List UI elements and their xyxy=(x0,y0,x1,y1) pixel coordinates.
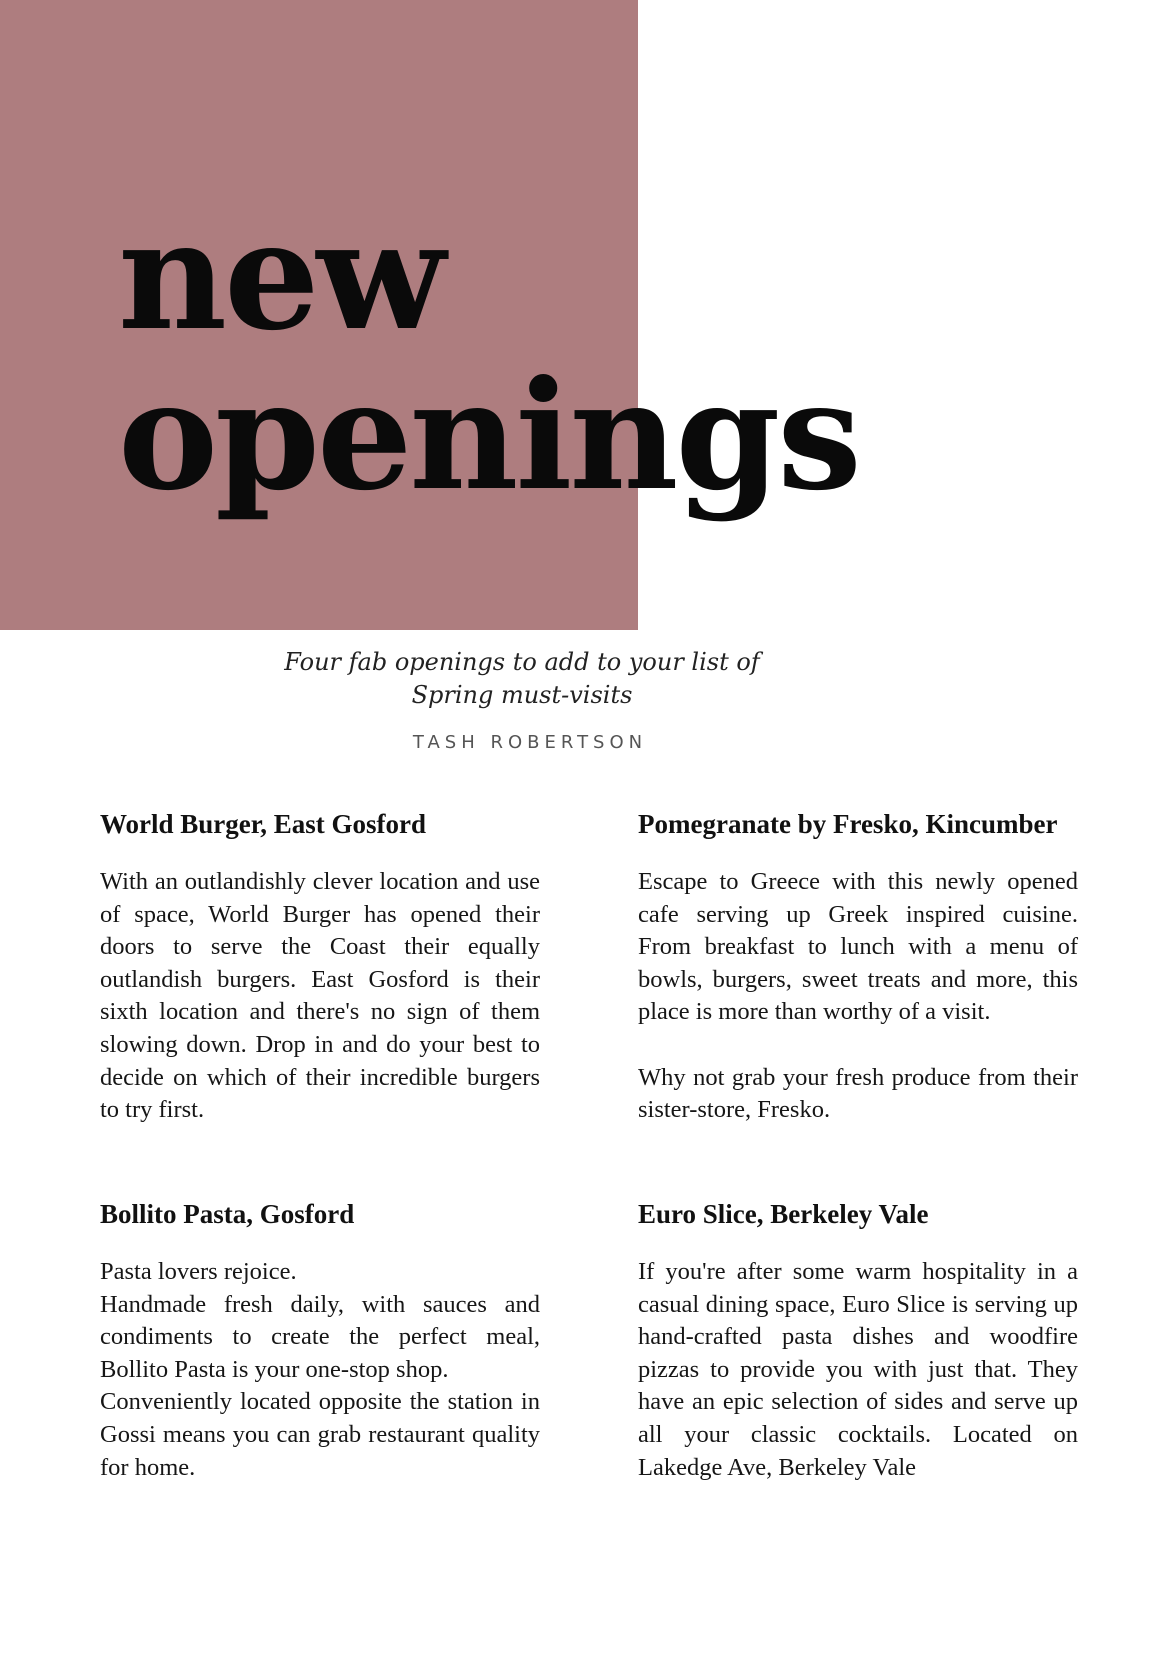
article-paragraph: If you're after some warm hospitality in a casual dining space, Euro Slice is serving up hand-crafted pasta dishes and woodfire pizzas to provide you with just that. They have an epic selection of sides and serve up all your classic cocktails. Located on Lakedge Ave, Berkeley Vale xyxy=(638,1258,1078,1481)
article-world-burger xyxy=(100,808,540,1127)
article-heading: Euro Slice, Berkeley Vale xyxy=(638,1199,929,1229)
title-line-2: openings xyxy=(118,348,859,524)
article-heading: Pomegranate by Fresko, Kincumber xyxy=(638,809,1058,839)
article-paragraph: Why not grab your fresh produce from their sister-store, Fresko. xyxy=(638,1063,1078,1124)
article-heading: Bollito Pasta, Gosford xyxy=(100,1199,355,1229)
title-line-1: new xyxy=(118,188,443,364)
article-paragraph: With an outlandishly clever location and use of space, World Burger has opened their doors to serve the Coast their equally outlandish burgers. East Gosford is their sixth location and there's no sign of them slowing down. Drop in and do your best to decide on which of their incredible burgers to try first. xyxy=(100,868,540,1124)
article-paragraph: Pasta lovers rejoice. xyxy=(100,1258,297,1285)
article-bollito-pasta xyxy=(100,1198,540,1484)
article-body xyxy=(638,1256,1078,1484)
article-paragraph: Handmade fresh daily, with sauces and condiments to create the perfect meal, Bollito Pasta is your one-stop shop. xyxy=(100,1290,540,1383)
author-byline: TASH ROBERTSON xyxy=(412,732,648,753)
article-paragraph: Escape to Greece with this newly opened cafe serving up Greek inspired cuisine. From breakfast to lunch with a menu of bowls, burgers, sweet treats and more, this place is more than worthy of a visit. xyxy=(638,868,1078,1026)
page-title xyxy=(118,188,859,524)
subtitle: Four fab openings to add to your list of Spring must-visits xyxy=(284,648,760,709)
article-body xyxy=(100,866,540,1127)
article-heading: World Burger, East Gosford xyxy=(100,809,427,839)
article-body xyxy=(100,1256,540,1484)
article-paragraph: Conveniently located opposite the station in Gossi means you can grab restaurant quality for home. xyxy=(100,1388,540,1481)
article-pomegranate xyxy=(638,808,1078,1127)
article-body xyxy=(638,866,1078,1127)
article-euro-slice xyxy=(638,1198,1078,1484)
